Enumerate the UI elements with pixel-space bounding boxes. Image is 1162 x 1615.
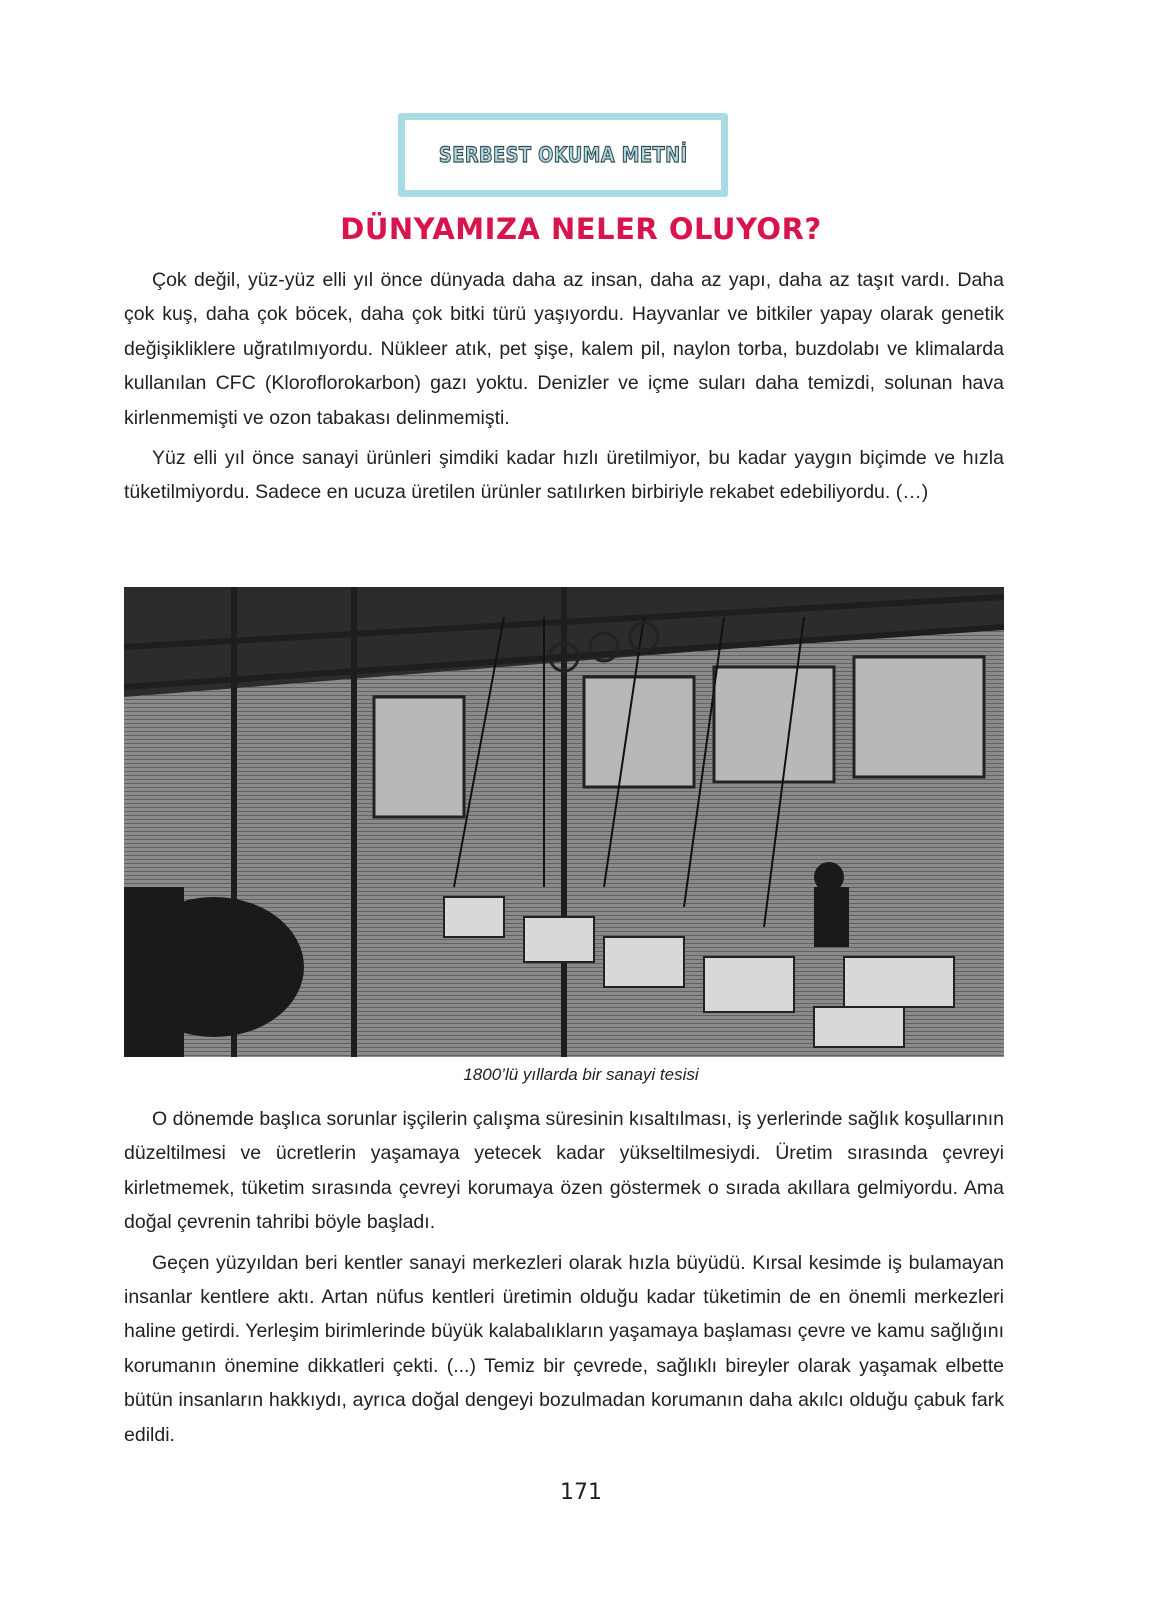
factory-engraving-image xyxy=(124,587,1004,1057)
paragraph: Geçen yüzyıldan beri kentler sanayi merkezleri olarak hızla büyüdü. Kırsal kesimde iş bulamayan insanlar kentlere aktı. Artan nüfus kentleri üretimin olduğu kadar tüketimin de en önemli merkezleri haline getirdi. Yerleşim birimlerinde büyük kalabalıkların yaşamaya başlaması çevre ve kamu sağlığını korumanın önemine dikkatleri çekti. (...) Temiz bir çevrede, sağlıklı bireyler olarak yaşamak elbette bütün insanların hakkıydı, ayrıca doğal dengeyi bozulmadan korumanın daha akılcı olduğu çabuk fark edildi. xyxy=(124,1251,1004,1446)
figure-caption: 1800’lü yıllarda bir sanayi tesisi xyxy=(463,1065,699,1084)
free-reading-badge xyxy=(398,113,728,197)
body-text xyxy=(124,1102,1004,1458)
page-title: DÜNYAMIZA NELER OLUYOR? xyxy=(340,212,822,246)
paragraph: Yüz elli yıl önce sanayi ürünleri şimdiki kadar hızlı üretilmiyor, bu kadar yaygın biçimde ve hızla tüketilmiyordu. Sadece en ucuza üretilen ürünler satılırken birbiriyle rekabet edebiliyordu. (…) xyxy=(124,447,1004,504)
intro-text xyxy=(124,263,1004,516)
badge-label: SERBEST OKUMA METNİ xyxy=(438,143,688,167)
paragraph: O dönemde başlıca sorunlar işçilerin çalışma süresinin kısaltılması, iş yerlerinde sağlık koşullarının düzeltilmesi ve ücretlerin yaşamaya yetecek kadar yükseltilmesiydi. Üretim sırasında çevreyi kirletmemek, tüketim sırasında çevreyi korumaya özen göstermek o sırada akıllara gelmiyordu. Ama doğal çevrenin tahribi böyle başladı. xyxy=(124,1108,1004,1234)
factory-illustration xyxy=(124,587,1004,1057)
paragraph: Çok değil, yüz-yüz elli yıl önce dünyada daha az insan, daha az yapı, daha az taşıt vardı. Daha çok kuş, daha çok böcek, daha çok bitki türü yaşıyordu. Hayvanlar ve bitkiler yapay olarak genetik değişikliklere uğratılmıyordu. Nükleer atık, pet şişe, kalem pil, naylon torba, buzdolabı ve klimalarda kullanılan CFC (Kloroflorokarbon) gazı yoktu. Denizler ve içme suları daha temizdi, solunan hava kirlenmemişti ve ozon tabakası delinmemişti. xyxy=(124,269,1004,429)
page-number: 171 xyxy=(560,1480,602,1505)
